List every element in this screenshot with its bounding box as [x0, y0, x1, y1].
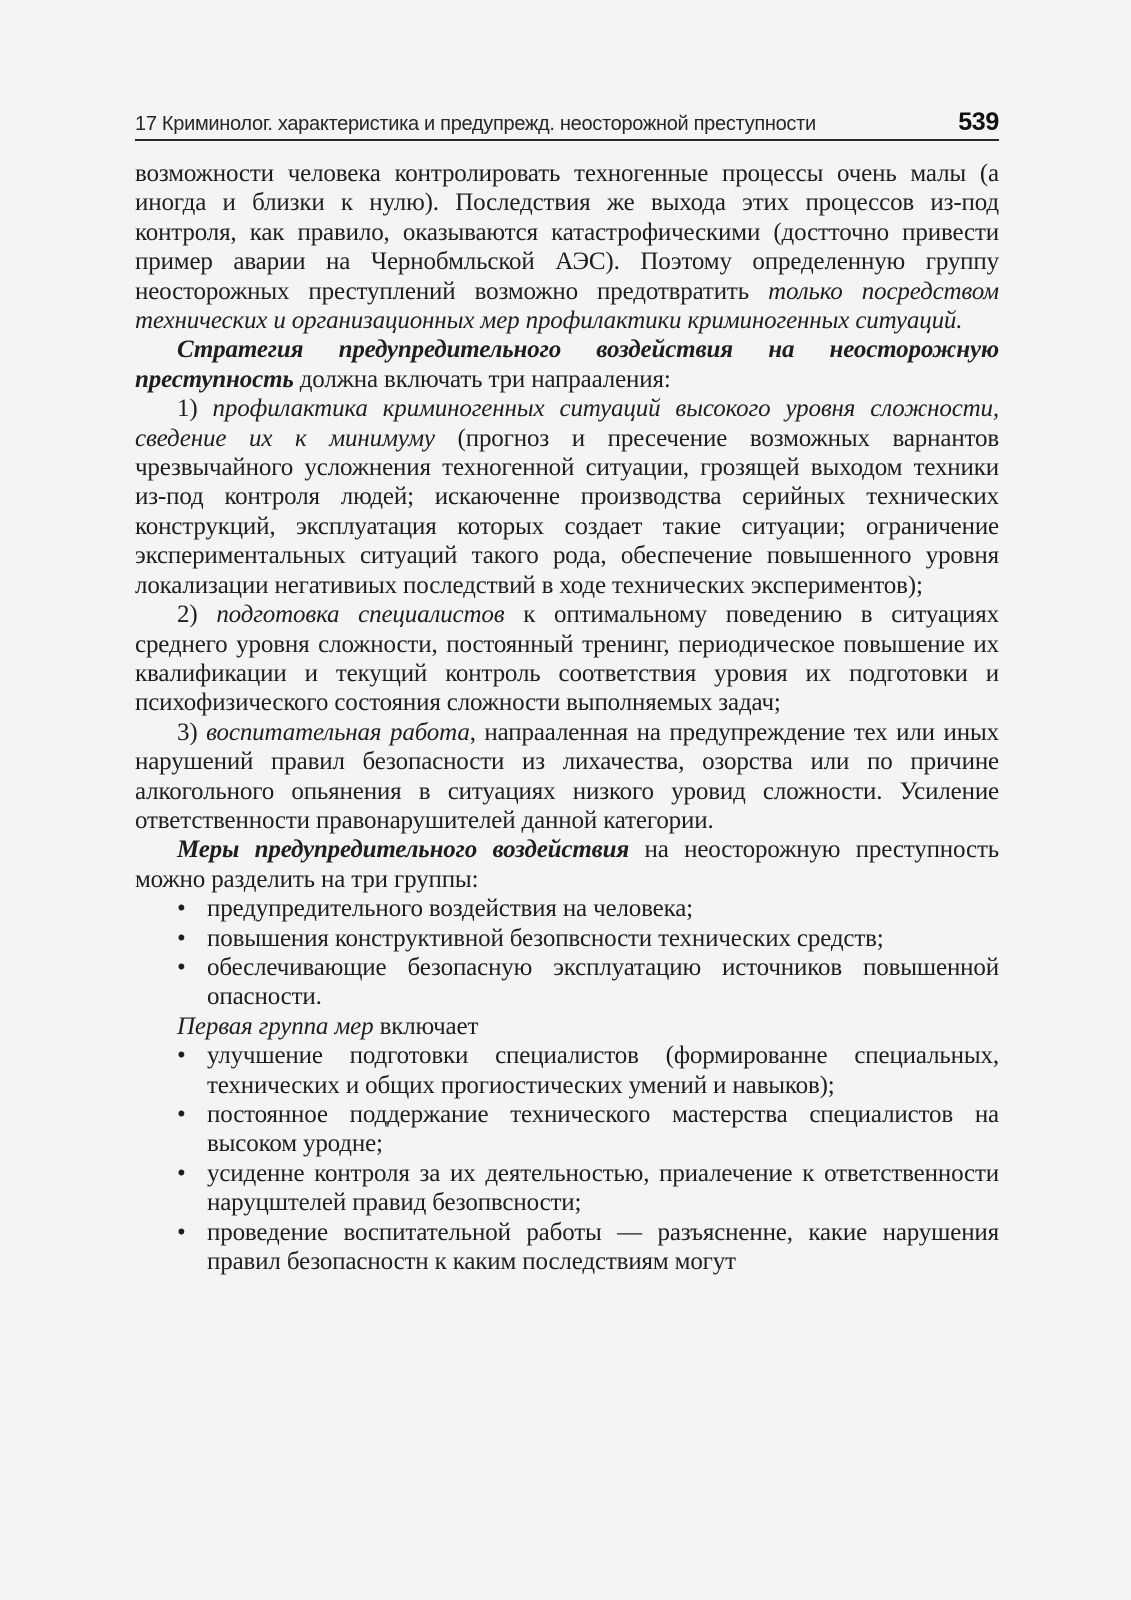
list-item: • усиденне контроля за их деятельностью, приалечение к ответственности наруцштелей правид безопвсности;: [177, 1159, 999, 1218]
list-item: • проведение воспитательной работы — разъясненне, какие нарушения правил безопасностн к каким последствиям могут: [177, 1218, 999, 1277]
direction-1-text: (прогноз и пресечение возможных варнантов чрезвычайного усложнения техногенной ситуации, грозящей выходом техники из-под контроля людей; искаюченне производства серийных технических конструкций, эксплуатация которых создает такие ситуации; ограничение экспериментальных ситуаций такого рода, обеспечение повышенного уровня локализации негативиых последствий в ходе технических экспериментов);: [135, 424, 999, 599]
direction-1-number: 1): [177, 395, 213, 423]
paragraph-measures: [135, 835, 999, 894]
strategy-term: Стратегия предупредительного воздействия на неосторожную преступность: [135, 336, 999, 393]
running-title: 17 Криминолог. характеристика и предупрежд. неосторожной преступности: [135, 113, 816, 135]
direction-1-title: профилактика криминогенных ситуаций высокого уровня сложности, сведение их к минимуму: [135, 395, 999, 452]
paragraph-1: [135, 159, 999, 335]
first-group-text: включает: [373, 1012, 479, 1040]
first-group-term: Первая группа мер: [177, 1012, 374, 1040]
direction-1: [135, 394, 999, 600]
running-header: [135, 108, 999, 141]
list-item: • обеслечивающие безопасную эксплуатацию источников повышенной опасности.: [177, 953, 999, 1012]
direction-2: [135, 600, 999, 718]
direction-3: [135, 718, 999, 836]
direction-2-number: 2): [177, 601, 217, 629]
measures-text: на неосторожную преступность можно разделить на три группы:: [135, 836, 999, 893]
first-group-lead: [135, 1012, 999, 1041]
first-group-list: [135, 1041, 999, 1276]
direction-2-title: подготовка специалистов: [216, 601, 505, 629]
list-item: • предупредительного воздействия на человека;: [177, 894, 999, 923]
paragraph-1-text: возможности человека контролировать техногенные процессы очень малы (а иногда и близки к нулю). Последствия же выхода этих процессов из-под контроля, как правило, оказываются катастрофическими (достточно привести пример аварии на Чернобмльской АЭС). Поэтому определенную группу неосторожных преступлений возможно предотвратить: [135, 160, 999, 305]
paragraph-strategy: [135, 335, 999, 394]
list-item: • постоянное поддержание технического мастерства специалистов на высоком уродне;: [177, 1100, 999, 1159]
direction-3-number: 3): [177, 718, 207, 746]
list-item: • улучшение подготовки специалистов (формированне специальных, технических и общих прогиостических умений и навыков);: [177, 1041, 999, 1100]
direction-3-text: , напрааленная на предупреждение тех или иных нарушений правил безопасности из лихачества, озорства или по причине алкогольного опьянения в ситуациях низкого уровид сложности. Усиление ответственности правонарушителей данной категории.: [135, 718, 999, 834]
measures-list: [135, 894, 999, 1012]
direction-3-title: воспитательная работа: [206, 718, 470, 746]
measures-term: Меры предупредительного воздействия: [177, 836, 630, 864]
page-number: 539: [958, 108, 999, 136]
body-text: [135, 159, 999, 1276]
strategy-text: должна включать три напрааления:: [293, 365, 671, 393]
paragraph-1-emphasis: только посредством технических и организационных мер профилактики криминогенных ситуаций.: [135, 277, 999, 335]
direction-2-text: к оптимальному поведению в ситуациях среднего уровня сложности, постоянный тренинг, периодическое повышение их квалификации и текущий контроль соответствия уровия их подготовки и психофизического состояния сложности выполняемых задач;: [135, 601, 999, 717]
list-item: • повышения конструктивной безопвсности технических средств;: [177, 924, 999, 953]
